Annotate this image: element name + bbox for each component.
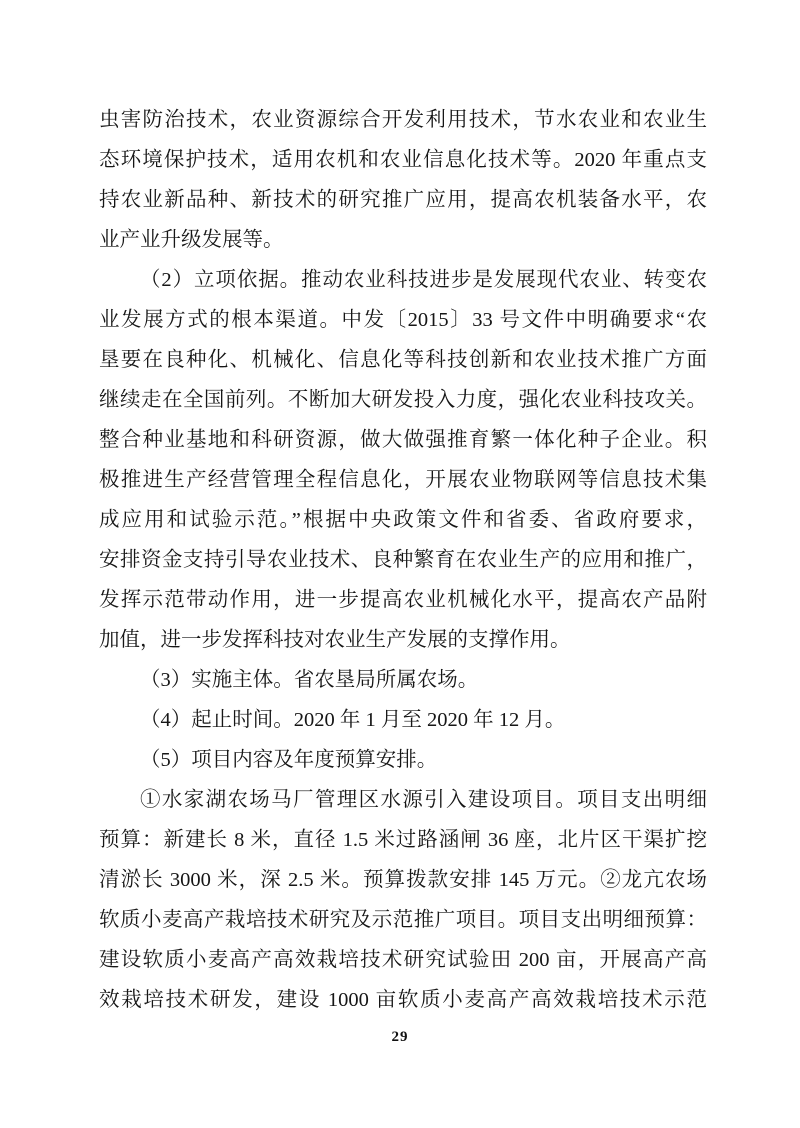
text-line: 整合种业基地和科研资源，做大做强推育繁一体化种子企业。积 <box>99 429 707 451</box>
text-line: （2）立项依据。推动农业科技进步是发展现代农业、转变农 <box>140 269 707 291</box>
text-line: 态环境保护技术，适用农机和农业信息化技术等。2020 年重点支 <box>99 149 707 171</box>
paragraph <box>99 100 707 260</box>
text-line: 业产业升级发展等。 <box>99 229 284 251</box>
text-line: 发挥示范带动作用，进一步提高农业机械化水平，提高农产品附 <box>99 589 707 611</box>
document-body <box>99 100 707 1020</box>
paragraph <box>99 260 707 660</box>
page-number: 29 <box>391 1029 409 1045</box>
text-line: ①水家湖农场马厂管理区水源引入建设项目。项目支出明细 <box>140 789 707 811</box>
text-line: 建设软质小麦高产高效栽培技术研究试验田 200 亩，开展高产高 <box>99 949 707 971</box>
text-line: 垦要在良种化、机械化、信息化等科技创新和农业技术推广方面 <box>99 349 707 371</box>
text-line: 极推进生产经营管理全程信息化，开展农业物联网等信息技术集 <box>99 469 707 491</box>
paragraph <box>99 780 707 1020</box>
text-line: 继续走在全国前列。不断加大研发投入力度，强化农业科技攻关。 <box>99 389 707 411</box>
paragraph <box>99 740 707 780</box>
text-line: （3）实施主体。省农垦局所属农场。 <box>140 669 479 691</box>
text-line: （5）项目内容及年度预算安排。 <box>140 749 438 771</box>
text-line: 业发展方式的根本渠道。中发〔2015〕33 号文件中明确要求“农 <box>99 309 707 331</box>
text-line: 持农业新品种、新技术的研究推广应用，提高农机装备水平，农 <box>99 189 707 211</box>
text-line: 软质小麦高产栽培技术研究及示范推广项目。项目支出明细预算： <box>99 909 707 931</box>
text-line: 清淤长 3000 米，深 2.5 米。预算拨款安排 145 万元。②龙亢农场 <box>99 869 707 891</box>
paragraph <box>99 700 707 740</box>
paragraph <box>99 660 707 700</box>
text-line: 成应用和试验示范。”根据中央政策文件和省委、省政府要求， <box>99 509 707 531</box>
text-line: 加值，进一步发挥科技对农业生产发展的支撑作用。 <box>99 629 571 651</box>
text-line: （4）起止时间。2020 年 1 月至 2020 年 12 月。 <box>140 709 566 731</box>
text-line: 预算：新建长 8 米，直径 1.5 米过路涵闸 36 座，北片区干渠扩挖 <box>99 829 707 851</box>
text-line: 安排资金支持引导农业技术、良种繁育在农业生产的应用和推广， <box>99 549 707 571</box>
text-line: 虫害防治技术，农业资源综合开发利用技术，节水农业和农业生 <box>99 109 707 131</box>
text-line: 效栽培技术研发，建设 1000 亩软质小麦高产高效栽培技术示范 <box>99 989 707 1011</box>
